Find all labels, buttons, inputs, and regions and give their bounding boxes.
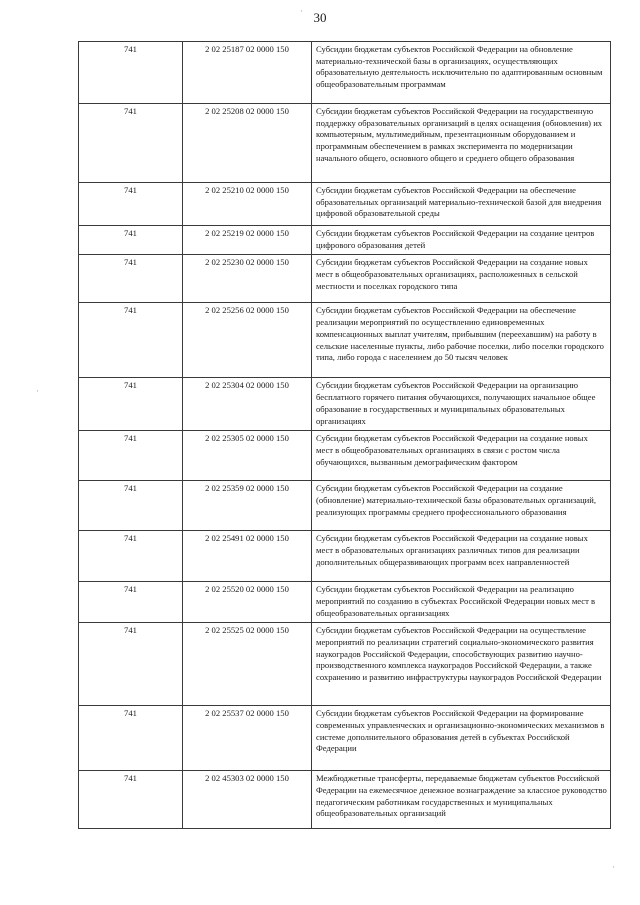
description-cell: Межбюджетные трансферты, передаваемые бюджетам субъектов Российской Федерации на ежемесячное денежное вознаграждение за классное руководство педагогическим работникам государственных и муниципальных общеобразовательных организаций	[312, 771, 611, 829]
admin-code-cell: 741	[79, 255, 183, 303]
description-cell: Субсидии бюджетам субъектов Российской Федерации на формирование современных управленческих и организационно-экономических механизмов в системе дополнительного образования детей в субъектах Российской Федерации	[312, 706, 611, 771]
table-row	[79, 481, 611, 531]
admin-code-cell: 741	[79, 303, 183, 378]
budget-code-cell: 2 02 25520 02 0000 150	[183, 582, 312, 623]
description-cell: Субсидии бюджетам субъектов Российской Федерации на создание (обновление) материально-технической базы образовательных организаций, реализующих программы среднего профессионального образования	[312, 481, 611, 531]
admin-code-cell: 741	[79, 706, 183, 771]
description-cell: Субсидии бюджетам субъектов Российской Федерации на организацию бесплатного горячего питания обучающихся, получающих начальное общее образование в государственных и муниципальных образовательных организациях	[312, 378, 611, 431]
scan-speck: ·	[36, 386, 39, 396]
admin-code-cell: 741	[79, 226, 183, 255]
budget-code-cell: 2 02 25304 02 0000 150	[183, 378, 312, 431]
budget-code-cell: 2 02 25359 02 0000 150	[183, 481, 312, 531]
description-cell: Субсидии бюджетам субъектов Российской Федерации на создание новых мест в образовательных организациях различных типов для реализации дополнительных общеразвивающих программ всех направленностей	[312, 531, 611, 582]
table-row	[79, 706, 611, 771]
description-cell: Субсидии бюджетам субъектов Российской Федерации на государственную поддержку образовательных организаций в целях оснащения (обновления) их компьютерным, мультимедийным, презентационным оборудованием и программным обеспечением в рамках эксперимента по модернизации начального общего, основного общего и среднего общего образования	[312, 104, 611, 183]
table-row	[79, 531, 611, 582]
page-number: 30	[313, 10, 327, 25]
admin-code-cell: 741	[79, 183, 183, 226]
description-cell: Субсидии бюджетам субъектов Российской Федерации на осуществление мероприятий по реализации стратегий социально-экономического развития наукоградов Российской Федерации, способствующих развитию научно-производственного комплекса наукоградов Российской Федерации, а также сохранению и развитию инфраструктуры наукоградов Российской Федерации	[312, 623, 611, 706]
description-cell: Субсидии бюджетам субъектов Российской Федерации на обеспечение реализации мероприятий по осуществлению единовременных компенсационных выплат учителям, прибывшим (переехавшим) на работу в сельские населенные пункты, либо рабочие поселки, либо поселки городского типа, либо города с населением до 50 тысяч человек	[312, 303, 611, 378]
table-row	[79, 183, 611, 226]
table-row	[79, 431, 611, 481]
budget-code-cell: 2 02 25230 02 0000 150	[183, 255, 312, 303]
budget-code-cell: 2 02 25219 02 0000 150	[183, 226, 312, 255]
table-row	[79, 42, 611, 104]
scan-speck: ·	[300, 6, 303, 16]
budget-code-cell: 2 02 25537 02 0000 150	[183, 706, 312, 771]
description-cell: Субсидии бюджетам субъектов Российской Федерации на обеспечение образовательных организаций материально-технической базой для внедрения цифровой образовательной среды	[312, 183, 611, 226]
budget-code-cell: 2 02 25208 02 0000 150	[183, 104, 312, 183]
admin-code-cell: 741	[79, 623, 183, 706]
description-cell: Субсидии бюджетам субъектов Российской Федерации на создание новых мест в общеобразовательных организациях в связи с ростом числа обучающихся, вызванным демографическим фактором	[312, 431, 611, 481]
budget-code-cell: 2 02 25210 02 0000 150	[183, 183, 312, 226]
description-cell: Субсидии бюджетам субъектов Российской Федерации на создание центров цифрового образования детей	[312, 226, 611, 255]
admin-code-cell: 741	[79, 481, 183, 531]
budget-code-cell: 2 02 25491 02 0000 150	[183, 531, 312, 582]
table-row	[79, 582, 611, 623]
admin-code-cell: 741	[79, 378, 183, 431]
table-row	[79, 104, 611, 183]
table-row	[79, 226, 611, 255]
budget-code-cell: 2 02 25525 02 0000 150	[183, 623, 312, 706]
budget-code-cell: 2 02 45303 02 0000 150	[183, 771, 312, 829]
admin-code-cell: 741	[79, 42, 183, 104]
admin-code-cell: 741	[79, 771, 183, 829]
table-row	[79, 771, 611, 829]
budget-codes-table	[78, 41, 611, 829]
admin-code-cell: 741	[79, 431, 183, 481]
budget-code-cell: 2 02 25305 02 0000 150	[183, 431, 312, 481]
admin-code-cell: 741	[79, 582, 183, 623]
table-row	[79, 255, 611, 303]
budget-code-cell: 2 02 25187 02 0000 150	[183, 42, 312, 104]
scan-speck: ·	[612, 862, 615, 872]
table-row	[79, 378, 611, 431]
admin-code-cell: 741	[79, 531, 183, 582]
table-row	[79, 303, 611, 378]
table-row	[79, 623, 611, 706]
budget-code-cell: 2 02 25256 02 0000 150	[183, 303, 312, 378]
description-cell: Субсидии бюджетам субъектов Российской Федерации на реализацию мероприятий по созданию в субъектах Российской Федерации новых мест в общеобразовательных организациях	[312, 582, 611, 623]
description-cell: Субсидии бюджетам субъектов Российской Федерации на обновление материально-технической базы в организациях, осуществляющих образовательную деятельность исключительно по адаптированным основным общеобразовательным программам	[312, 42, 611, 104]
admin-code-cell: 741	[79, 104, 183, 183]
description-cell: Субсидии бюджетам субъектов Российской Федерации на создание новых мест в общеобразовательных организациях, расположенных в сельской местности и поселках городского типа	[312, 255, 611, 303]
